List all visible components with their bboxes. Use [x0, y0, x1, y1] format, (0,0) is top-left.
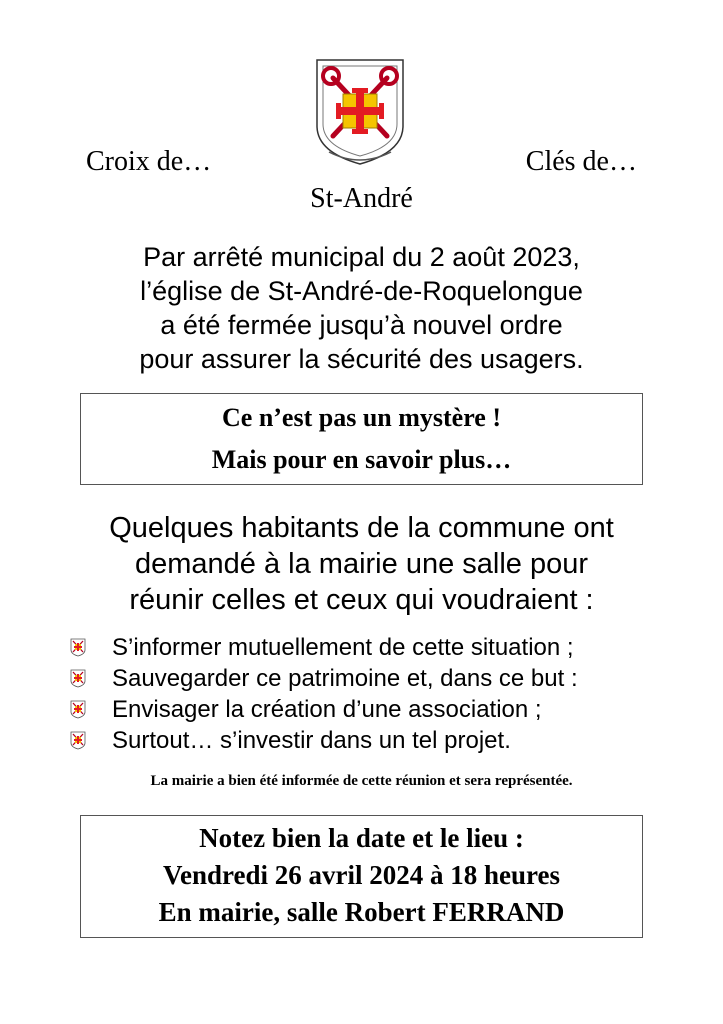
- announcement-line: l’église de St-André-de-Roquelongue: [140, 276, 583, 306]
- list-item: [70, 663, 578, 694]
- request-line: demandé à la mairie une salle pour: [135, 548, 588, 580]
- mystery-box: [80, 393, 643, 485]
- bullet-text: Envisager la création d’une association ;: [112, 696, 542, 723]
- mairie-notice: La mairie a bien été informée de cette réunion et sera représentée.: [150, 773, 573, 789]
- mystery-box-line: Ce n’est pas un mystère !: [222, 403, 501, 432]
- list-item: [70, 694, 578, 725]
- coat-of-arms-icon: [313, 56, 407, 168]
- announcement-line: pour assurer la sécurité des usagers.: [139, 344, 584, 374]
- mystery-box-line: Mais pour en savoir plus…: [211, 445, 512, 474]
- date-box-line: En mairie, salle Robert FERRAND: [158, 897, 565, 927]
- bullet-list: [70, 632, 578, 756]
- mini-crest-icon: [70, 731, 86, 750]
- bullet-text: S’informer mutuellement de cette situation ;: [112, 634, 574, 661]
- announcement-line: a été fermée jusqu’à nouvel ordre: [160, 310, 563, 340]
- date-box-line: Notez bien la date et le lieu :: [199, 823, 524, 853]
- header-left-text: Croix de…: [86, 146, 212, 177]
- list-item: [70, 725, 578, 756]
- bullet-text: Sauvegarder ce patrimoine et, dans ce but :: [112, 665, 578, 692]
- request-line: Quelques habitants de la commune ont: [109, 512, 614, 544]
- announcement-line: Par arrêté municipal du 2 août 2023,: [143, 242, 580, 272]
- request-paragraph: [0, 510, 723, 618]
- bullet-text: Surtout… s’investir dans un tel projet.: [112, 727, 511, 754]
- date-box: [80, 815, 643, 938]
- request-line: réunir celles et ceux qui voudraient :: [129, 584, 594, 616]
- mini-crest-icon: [70, 700, 86, 719]
- mini-crest-icon: [70, 669, 86, 688]
- announcement: [0, 240, 723, 376]
- mini-crest-icon: [70, 638, 86, 657]
- list-item: [70, 632, 578, 663]
- header-right-text: Clés de…: [525, 146, 637, 177]
- header-center-text: St-André: [310, 183, 413, 214]
- date-box-line: Vendredi 26 avril 2024 à 18 heures: [162, 860, 561, 890]
